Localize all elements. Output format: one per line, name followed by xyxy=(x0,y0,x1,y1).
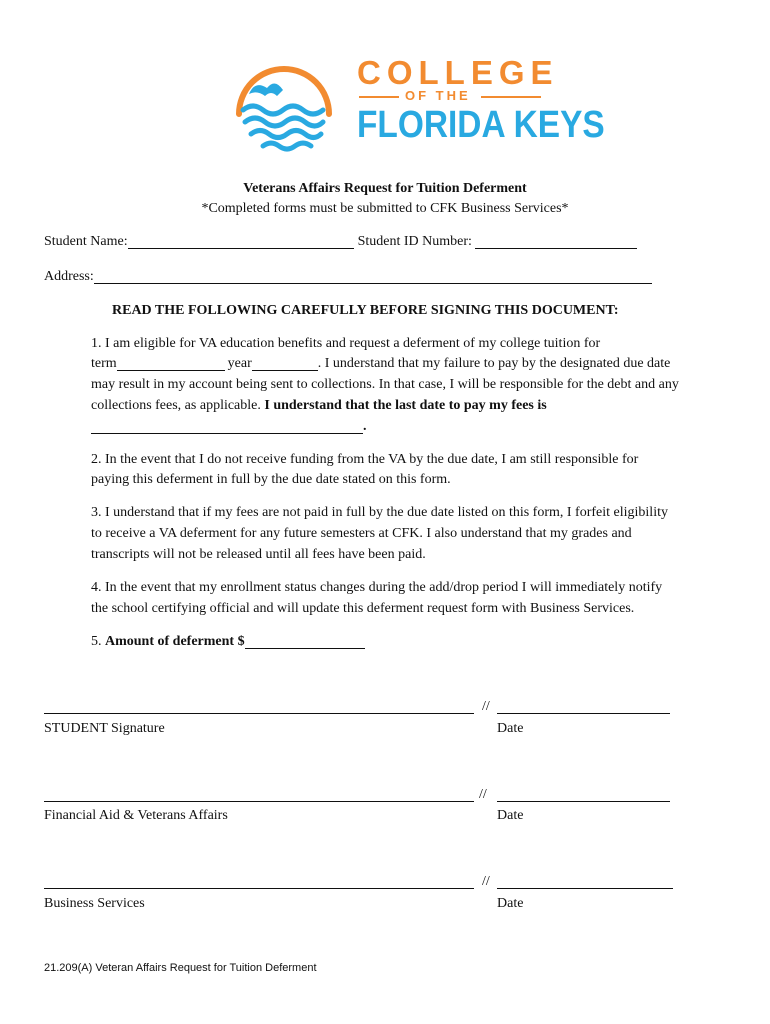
student-signature-line[interactable] xyxy=(44,713,474,714)
logo-word-of-the: OF THE xyxy=(405,88,471,103)
amount-input[interactable] xyxy=(245,634,365,649)
separator-3: // xyxy=(482,874,490,889)
item-3-line-1: 3. I understand that if my fees are not paid in full by the due date listed on this form, I forfeit eligibility xyxy=(91,505,668,520)
student-id-input[interactable] xyxy=(475,234,637,249)
student-signature-label: STUDENT Signature xyxy=(44,721,165,736)
year-input[interactable] xyxy=(252,356,318,371)
separator-2: // xyxy=(479,787,487,802)
financial-aid-date-line[interactable] xyxy=(497,801,670,802)
student-date-line[interactable] xyxy=(497,713,670,714)
address-label: Address: xyxy=(44,269,94,284)
waves-sun-emblem-icon xyxy=(225,48,343,156)
logo-line-right xyxy=(481,96,541,98)
item-1-line-5 xyxy=(91,418,367,435)
item-2-line-1: 2. In the event that I do not receive funding from the VA by the due date, I am still responsible for xyxy=(91,452,639,467)
term-input[interactable] xyxy=(117,356,225,371)
logo-line-left xyxy=(359,96,399,98)
footer-form-number: 21.209(A) Veteran Affairs Request for Tuition Deferment xyxy=(44,962,317,974)
address-row xyxy=(44,268,652,285)
item-5-number: 5. xyxy=(91,634,105,649)
logo-word-college: COLLEGE xyxy=(357,54,559,91)
business-services-date-line[interactable] xyxy=(497,888,673,889)
last-pay-date-input[interactable] xyxy=(91,419,363,434)
term-label: term xyxy=(91,356,117,371)
separator-1: // xyxy=(482,699,490,714)
item-4-line-1: 4. In the event that my enrollment status changes during the add/drop period I will immediately notify xyxy=(91,580,663,595)
financial-aid-signature-line[interactable] xyxy=(44,801,474,802)
item-1-line-2 xyxy=(91,355,670,372)
item-1-line-2-rest: . I understand that my failure to pay by the designated due date xyxy=(317,356,671,371)
student-name-input[interactable] xyxy=(128,234,354,249)
student-id-label: Student ID Number: xyxy=(357,234,472,249)
form-title: Veterans Affairs Request for Tuition Deferment xyxy=(243,181,527,196)
logo-word-florida-keys: FLORIDA KEYS xyxy=(357,104,605,146)
item-3-line-2: to receive a VA deferment for any future semesters at CFK. I also understand that my grades and xyxy=(91,526,632,541)
item-4-line-2: the school certifying official and will update this deferment request form with Business Services. xyxy=(91,601,635,616)
financial-aid-signature-label: Financial Aid & Veterans Affairs xyxy=(44,808,228,823)
item-1-line-1: 1. I am eligible for VA education benefits and request a deferment of my college tuition for xyxy=(91,336,601,351)
item-1-period: . xyxy=(363,419,367,434)
amount-label: Amount of deferment $ xyxy=(105,634,245,649)
year-label: year xyxy=(227,356,252,371)
financial-aid-date-label: Date xyxy=(497,808,524,823)
form-subtitle: *Completed forms must be submitted to CFK Business Services* xyxy=(201,201,569,216)
item-1-line-4 xyxy=(91,397,547,414)
item-1-line-4-bold: I understand that the last date to pay my fees is xyxy=(264,398,547,413)
item-1-line-3: may result in my account being sent to collections. In that case, I will be responsible for the debt and any xyxy=(91,377,679,392)
item-2-line-2: paying this deferment in full by the due date stated on this form. xyxy=(91,472,451,487)
college-logo xyxy=(225,48,605,160)
business-services-signature-line[interactable] xyxy=(44,888,474,889)
instructions-heading: READ THE FOLLOWING CAREFULLY BEFORE SIGNING THIS DOCUMENT: xyxy=(112,303,619,318)
student-name-row xyxy=(44,233,637,250)
student-name-label: Student Name: xyxy=(44,234,128,249)
item-1-line-4-plain: collections fees, as applicable. xyxy=(91,398,265,413)
business-services-signature-label: Business Services xyxy=(44,896,145,911)
item-3-line-3: transcripts will not be released until all fees have been paid. xyxy=(91,547,426,562)
student-date-label: Date xyxy=(497,721,524,736)
item-5-line xyxy=(91,633,365,650)
address-input[interactable] xyxy=(94,269,652,284)
business-services-date-label: Date xyxy=(497,896,524,911)
